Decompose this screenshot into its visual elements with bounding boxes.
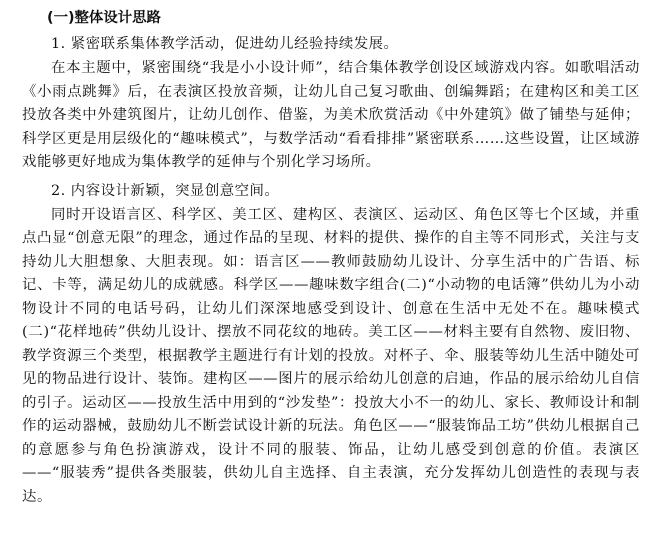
point-1-paragraph: 在本主题中，紧密围绕“我是小小设计师”，结合集体教学创设区域游戏内容。如歌唱活动《小雨点跳舞》后，在表演区投放音频，让幼儿自己复习歌曲、创编舞蹈；在建构区和美工区投放各类中外建筑图片，让幼儿创作、借鉴，为美术欣赏活动《中外建筑》做了铺垫与延伸；科学区更是用层级化的“趣味模式”，与数学活动“看看排排”紧密联系……这些设置，让区域游戏能够更好地成为集体教学的延伸与个别化学习场所。 — [22, 60, 640, 170]
section-heading: (一)整体设计思路 — [47, 10, 161, 26]
point-2-subheading: 2. 内容设计新颖，突显创意空间。 — [51, 182, 280, 199]
point-2-paragraph: 同时开设语言区、科学区、美工区、建构区、表演区、运动区、角色区等七个区域，并重点凸显“创意无限”的理念，通过作品的呈现、材料的提供、操作的自主等不同形式，关注与支持幼儿大胆想象、大胆表现。如：语言区——教师鼓励幼儿设计、分享生活中的广告语、标记、卡等，满足幼儿的成就感。科学区——趣味数字组合(二)“小动物的电话簿”供幼儿为小动物设计不同的电话号码，让幼儿们深深地感受到设计、创意在生活中无处不在。趣味模式(二)“花样地砖”供幼儿设计、摆放不同花纹的地砖。美工区——材料主要有自然物、废旧物、教学资源三个类型，根据教学主题进行有计划的投放。对杯子、伞、服装等幼儿生活中随处可见的物品进行设计、装饰。建构区——图片的展示给幼儿创意的启迪，作品的展示给幼儿自信的引子。运动区——投放生活中用到的“沙发垫”：投放大小不一的幼儿、家长、教师设计和制作的运动器械，鼓励幼儿不断尝试设计新的玩法。角色区——“服装饰品工坊”供幼儿根据自己的意愿参与角色扮演游戏，设计不同的服装、饰品，让幼儿感受到创意的价值。表演区——“服装秀”提供各类服装，供幼儿自主选择、自主表演，充分发挥幼儿创造性的表现与表达。 — [22, 206, 640, 505]
point-1-subheading: 1. 紧密联系集体教学活动，促进幼儿经验持续发展。 — [51, 36, 399, 52]
